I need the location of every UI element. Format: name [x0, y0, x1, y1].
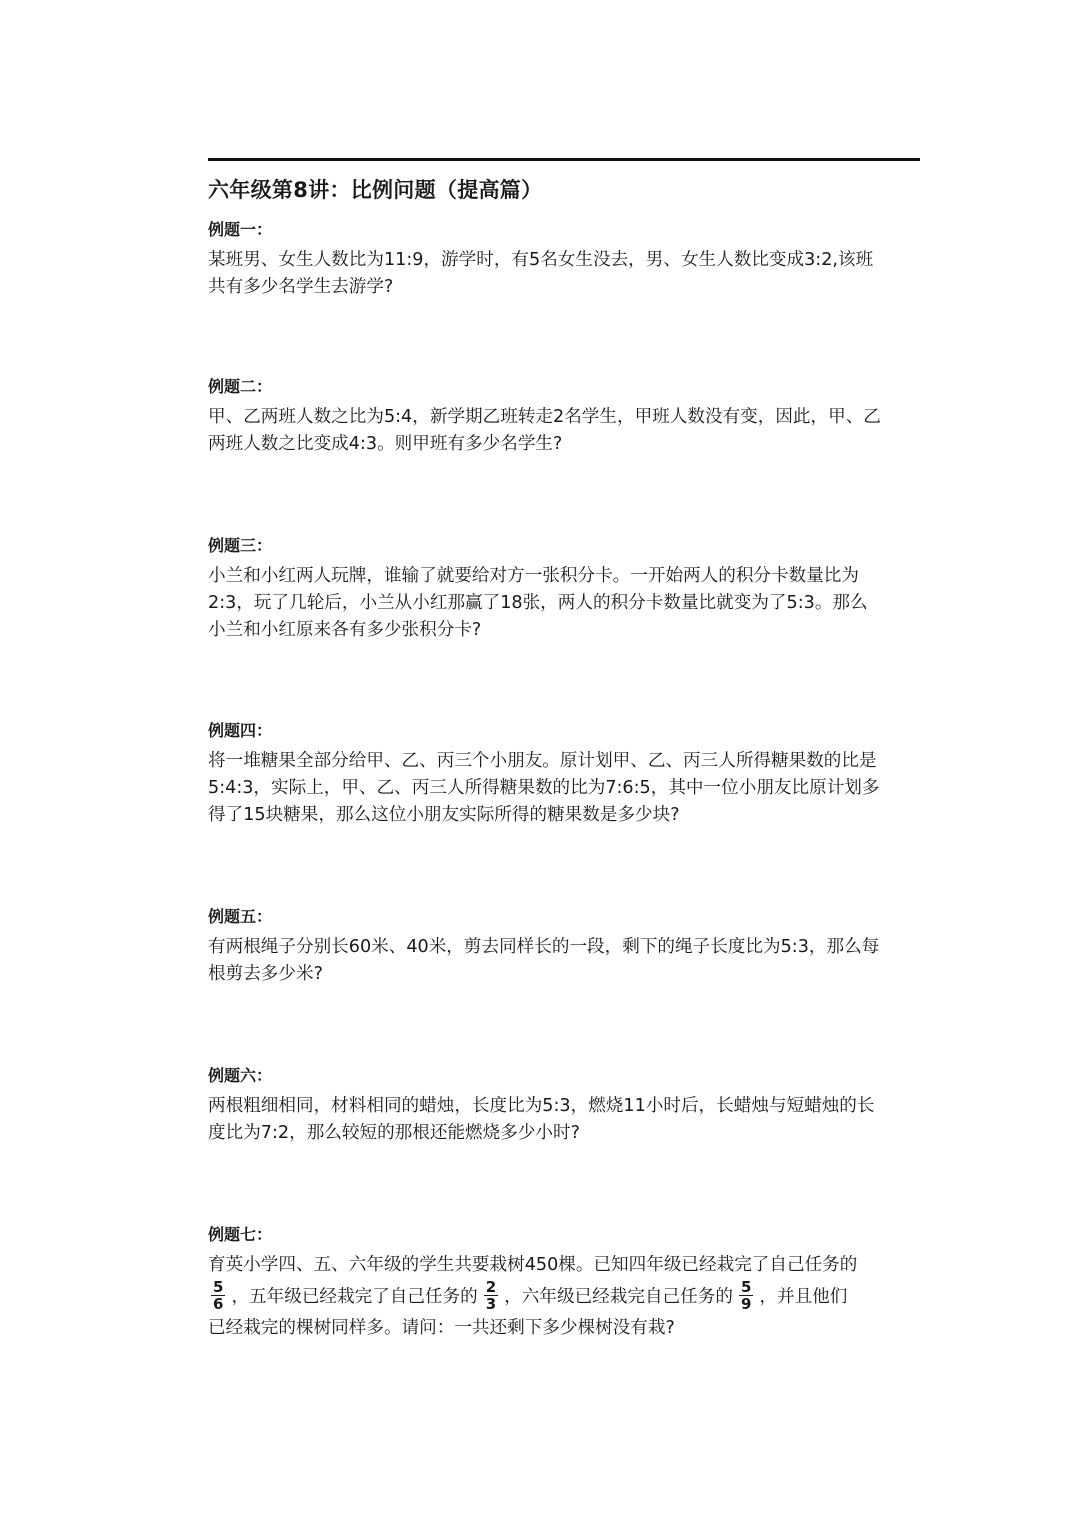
fraction-denominator: 9 — [740, 1294, 752, 1313]
title-rule — [208, 158, 920, 161]
problem-label: 例题六： — [208, 1066, 273, 1085]
fraction-two-thirds — [484, 1277, 498, 1313]
text-segment: ，并且他们 — [759, 1287, 848, 1307]
problem-text-line: 2:3，玩了几轮后，小兰从小红那赢了18张，两人的积分卡数量比就变为了5:3。那么 — [208, 593, 868, 613]
problem-2 — [208, 374, 920, 458]
problem-text-line: 根剪去多少米? — [208, 964, 323, 984]
problem-6 — [208, 1063, 920, 1147]
fraction-numerator: 5 — [740, 1277, 752, 1296]
problem-text-line-fractions — [208, 1279, 920, 1315]
problem-text-line: 已经栽完的棵树同样多。请问：一共还剩下多少棵树没有栽? — [208, 1318, 675, 1338]
problem-text-line: 小兰和小红两人玩牌，谁输了就要给对方一张积分卡。一开始两人的积分卡数量比为 — [208, 566, 859, 586]
problem-label: 例题七： — [208, 1225, 273, 1244]
text-segment: ，六年级已经栽完自己任务的 — [504, 1287, 733, 1307]
problem-4 — [208, 718, 920, 829]
problem-text-line: 小兰和小红原来各有多少张积分卡? — [208, 620, 482, 640]
problem-text-line: 育英小学四、五、六年级的学生共要栽树450棵。已知四年级已经栽完了自己任务的 — [208, 1255, 858, 1275]
fraction-denominator: 6 — [213, 1294, 224, 1313]
problem-7 — [208, 1222, 920, 1342]
problem-3 — [208, 533, 920, 644]
problem-text-line: 甲、乙两班人数之比为5:4，新学期乙班转走2名学生，甲班人数没有变，因此，甲、乙 — [208, 407, 881, 427]
problem-text-line: 两班人数之比变成4:3。则甲班有多少名学生? — [208, 434, 563, 454]
problem-text-line: 共有多少名学生去游学? — [208, 277, 394, 297]
fraction-denominator: 3 — [485, 1294, 497, 1313]
fraction-numerator: 5 — [213, 1277, 224, 1296]
page-title: 六年级第8讲：比例问题（提高篇） — [208, 178, 543, 202]
fraction-five-ninths — [739, 1277, 753, 1313]
problem-text-line: 5:4:3，实际上，甲、乙、丙三人所得糖果数的比为7:6:5，其中一位小朋友比原计划多 — [208, 778, 880, 798]
problem-text-line: 有两根绳子分别长60米、40米，剪去同样长的一段，剩下的绳子长度比为5:3，那么每 — [208, 937, 880, 957]
text-segment: ，五年级已经栽完了自己任务的 — [231, 1287, 478, 1307]
problem-text-line: 两根粗细相同，材料相同的蜡烛，长度比为5:3，燃烧11小时后，长蜡烛与短蜡烛的长 — [208, 1096, 875, 1116]
problem-5 — [208, 904, 920, 988]
problem-text-line: 度比为7:2，那么较短的那根还能燃烧多少小时? — [208, 1123, 580, 1143]
problem-label: 例题一： — [208, 220, 273, 239]
fraction-five-sixths — [211, 1277, 225, 1313]
problem-label: 例题五： — [208, 907, 273, 926]
problem-label: 例题四： — [208, 721, 273, 740]
problem-label: 例题三： — [208, 536, 273, 555]
problem-1 — [208, 217, 920, 301]
problem-text-line: 将一堆糖果全部分给甲、乙、丙三个小朋友。原计划甲、乙、丙三人所得糖果数的比是 — [208, 751, 877, 771]
fraction-numerator: 2 — [485, 1277, 497, 1296]
problem-label: 例题二： — [208, 377, 273, 396]
problem-text-line: 某班男、女生人数比为11:9，游学时，有5名女生没去，男、女生人数比变成3:2,该班 — [208, 250, 874, 270]
problem-text-line: 得了15块糖果，那么这位小朋友实际所得的糖果数是多少块? — [208, 805, 680, 825]
